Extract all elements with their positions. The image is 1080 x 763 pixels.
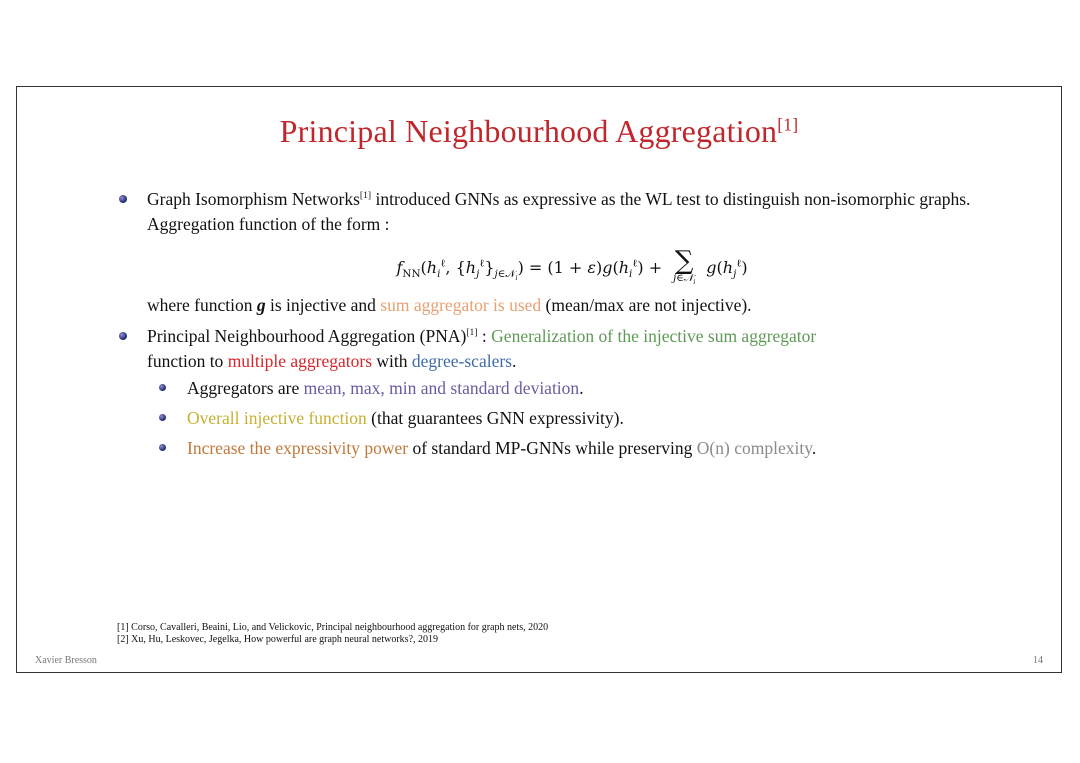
bullet-pna-text: Principal Neighbourhood Aggregation (PNA)[1] : Generalization of the injective sum aggregator function to multiple aggregators with degree-scalers. <box>147 326 817 371</box>
slide <box>16 86 1062 673</box>
pna-label: Principal Neighbourhood Aggregation (PNA) <box>147 326 467 346</box>
bullet-gin-text <box>147 187 997 237</box>
footnote-2: [2] Xu, Hu, Leskovec, Jegelka, How powerful are graph neural networks?, 2019 <box>117 634 439 645</box>
aggregators-list-highlight: mean, max, min and standard deviation <box>303 378 580 398</box>
slide-content <box>117 187 997 467</box>
bullet-pna <box>117 324 997 461</box>
subitem-aggregators: Aggregators are mean, max, min and standard deviation. <box>157 376 997 401</box>
title-reference: [1] <box>777 114 799 135</box>
sub-bullet-icon <box>159 384 166 391</box>
gin-label: Graph Isomorphism Networks <box>147 189 360 209</box>
slide-title <box>17 113 1061 150</box>
aggregation-formula-rendered: $f_{NN}(h_i^\ell$, $\{h_j^\ell\}_{j\in 𝒩_i}) = (1 + \varepsilon)g(h_i^\ell)$ + ∑ j∈𝒩$_i$ $g(h_j^\ell)$ <box>396 246 748 286</box>
sum-aggregator-highlight: sum aggregator is used <box>380 295 542 315</box>
generalization-highlight: Generalization of the injective sum aggregator <box>491 326 817 346</box>
degree-scalers-highlight: degree-scalers <box>411 351 512 371</box>
subitem-expressivity: Increase the expressivity power of standard MP-GNNs while preserving O(n) complexity. <box>157 436 997 461</box>
bullet-gin <box>117 187 997 318</box>
sum-symbol: ∑ j∈𝒩$_i$ <box>673 246 696 286</box>
gin-reference: [1] <box>359 190 372 202</box>
footer-author: Xavier Bresson <box>35 655 97 666</box>
aggregation-formula <box>147 245 997 285</box>
injective-function-highlight: Overall injective function <box>187 408 367 428</box>
sub-bullet-icon <box>159 414 166 421</box>
multiple-aggregators-highlight: multiple aggregators <box>227 351 373 371</box>
complexity-highlight: O(n) complexity <box>696 438 812 458</box>
subitem-injective: Overall injective function (that guarantees GNN expressivity). <box>157 406 997 431</box>
bullet-icon <box>119 195 127 203</box>
sub-bullet-icon <box>159 444 166 451</box>
where-line: where function g is injective and sum aggregator is used (mean/max are not injective). <box>147 295 752 315</box>
footer-page-number: 14 <box>1033 655 1043 666</box>
pna-reference: [1] <box>466 327 478 339</box>
function-g: g <box>256 295 266 315</box>
pna-subitems <box>157 376 997 461</box>
expressivity-highlight: Increase the expressivity power <box>187 438 409 458</box>
bullet-icon <box>119 332 127 340</box>
gin-description: introduced GNNs as expressive as the WL test to distinguish non-isomorphic graphs. Aggregation function of the form : <box>147 189 971 234</box>
footnote-1: [1] Corso, Cavalleri, Beaini, Lio, and Velickovic, Principal neighbourhood aggregation for graph nets, 2020 <box>117 622 549 633</box>
slide-title-text: Principal Neighbourhood Aggregation <box>279 113 778 149</box>
footnotes <box>117 622 548 646</box>
